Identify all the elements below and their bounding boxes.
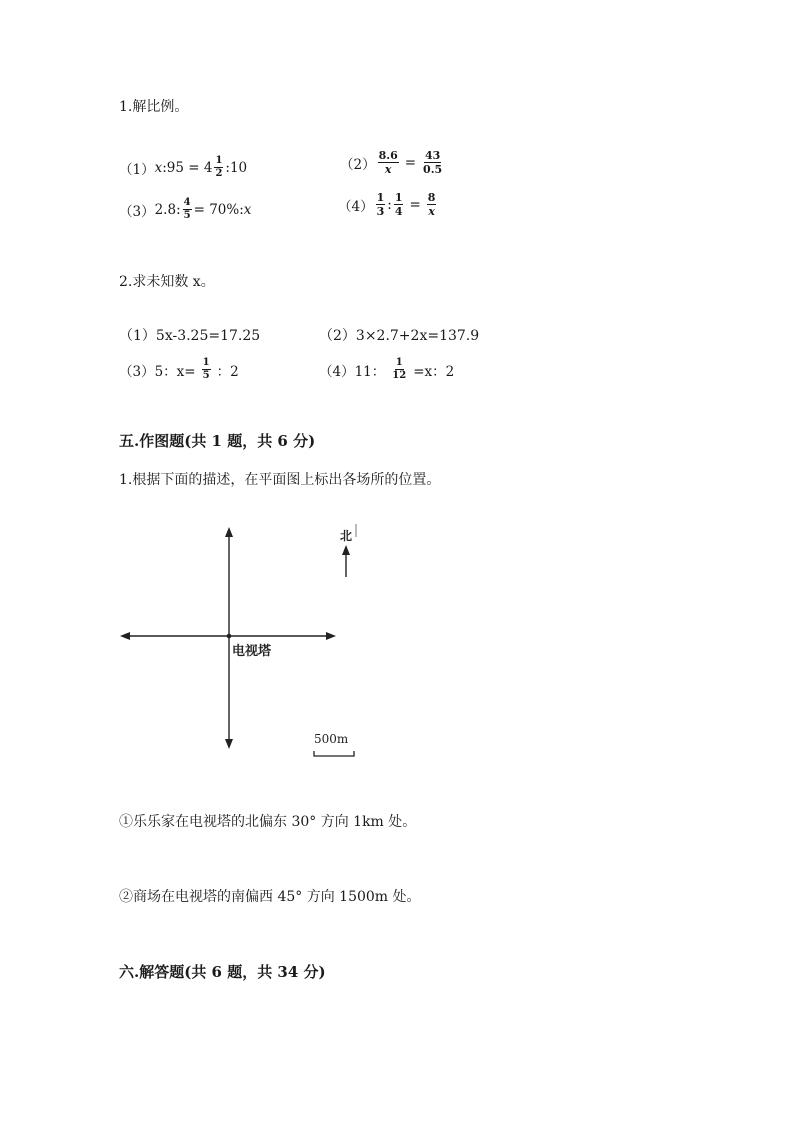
- left-arrowhead: [120, 632, 130, 640]
- scale-label: 500m: [314, 732, 349, 746]
- up-arrowhead: [225, 527, 233, 537]
- section6-heading: 六.解答题(共 6 题，共 34 分): [119, 963, 326, 981]
- q1-item-4: （4） $\frac{1}{3}$ : $\frac{1}{4}$ = $\frac{8}{x}$: [338, 191, 436, 218]
- section5-desc1: ①乐乐家在电视塔的北偏东 30° 方向 1km 处。: [119, 814, 417, 830]
- section5-heading: 五.作图题(共 1 题，共 6 分): [119, 432, 316, 450]
- north-arrow-icon: [342, 545, 350, 555]
- tower-label: 电视塔: [232, 644, 272, 659]
- scale-bar: [314, 751, 354, 756]
- tower-point: [227, 634, 232, 639]
- compass-map: [110, 515, 370, 765]
- q2-item-1: （1）5x-3.25=17.25: [119, 328, 261, 344]
- q1-item-3: （3） 2.8: $\frac{4}{5}$ = 70%: x: [119, 197, 252, 221]
- section5-desc2: ②商场在电视塔的南偏西 45° 方向 1500m 处。: [119, 889, 421, 905]
- q1-title: 1.解比例。: [119, 99, 189, 115]
- q2-item-3: （3）5：x= $\frac{1}{5}$ ：2: [119, 357, 239, 381]
- q1-item-1: （1） x :95 = 4 $\frac{1}{2}$ :10: [119, 155, 248, 179]
- q2-title: 2.求未知数 x。: [119, 274, 215, 290]
- right-arrowhead: [326, 632, 336, 640]
- north-label: 北: [340, 529, 353, 543]
- down-arrowhead: [225, 739, 233, 749]
- section5-q1: 1.根据下面的描述，在平面图上标出各场所的位置。: [119, 472, 441, 488]
- q2-item-4: （4）11： $\frac{1}{12}$ =x：2: [319, 357, 455, 381]
- q2-item-2: （2）3×2.7+2x=137.9: [319, 328, 480, 344]
- q1-item-2: （2） $\frac{8.6}{x}$ = $\frac{43}{0.5}$: [340, 149, 443, 176]
